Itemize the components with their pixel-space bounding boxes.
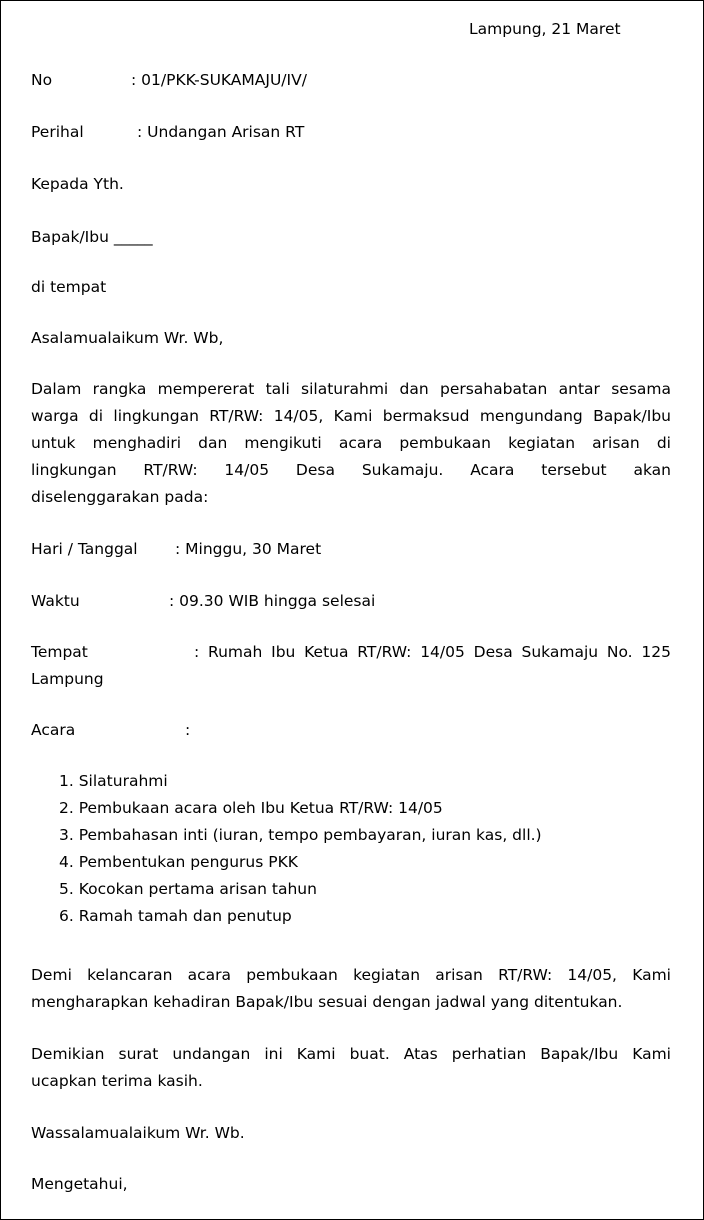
greeting: Asalamualaikum Wr. Wb, <box>31 329 224 347</box>
agenda-list <box>59 771 542 933</box>
thanks-paragraph-line: ucapkan terima kasih. <box>31 1072 203 1090</box>
agenda-colon: : <box>185 721 191 739</box>
venue-label: Tempat <box>31 643 88 661</box>
subject-label: Perihal <box>31 123 84 141</box>
time-value: : 09.30 WIB hingga selesai <box>169 592 376 610</box>
agenda-item: 2. Pembukaan acara oleh Ibu Ketua RT/RW: 14/05 <box>59 799 443 817</box>
agenda-item: 5. Kocokan pertama arisan tahun <box>59 880 317 898</box>
time-label: Waktu <box>31 592 80 610</box>
agenda-item: 3. Pembahasan inti (iuran, tempo pembayaran, iuran kas, dll.) <box>59 826 542 844</box>
addressee-place: di tempat <box>31 278 107 296</box>
date-value: : Minggu, 30 Maret <box>175 540 322 558</box>
number-label: No <box>31 71 53 89</box>
agenda-item: 4. Pembentukan pengurus PKK <box>59 853 298 871</box>
place-date: Lampung, 21 Maret <box>469 20 621 38</box>
agenda-item: 1. Silaturahmi <box>59 772 168 790</box>
intro-line: warga di lingkungan RT/RW: 14/05, Kami bermaksud mengundang Bapak/Ibu <box>31 407 671 425</box>
closing-paragraph-line: mengharapkan kehadiran Bapak/Ibu sesuai dengan jadwal yang ditentukan. <box>31 993 623 1011</box>
venue-value-continued: Lampung <box>31 670 104 688</box>
closing-paragraph-line: Demi kelancaran acara pembukaan kegiatan arisan RT/RW: 14/05, Kami <box>31 966 671 984</box>
intro-line: untuk menghadiri dan mengikuti acara pembukaan kegiatan arisan di <box>31 434 671 452</box>
intro-line: diselenggarakan pada: <box>31 488 209 506</box>
intro-line: lingkungan RT/RW: 14/05 Desa Sukamaju. Acara tersebut akan <box>31 461 671 479</box>
agenda-item: 6. Ramah tamah dan penutup <box>59 907 292 925</box>
number-value: : 01/PKK-SUKAMAJU/IV/ <box>131 71 307 89</box>
date-label: Hari / Tanggal <box>31 540 138 558</box>
intro-line: Dalam rangka mempererat tali silaturahmi dan persahabatan antar sesama <box>31 380 671 398</box>
agenda-label: Acara <box>31 721 76 739</box>
subject-value: : Undangan Arisan RT <box>137 123 305 141</box>
addressee-name: Bapak/Ibu _____ <box>31 228 153 246</box>
acknowledged-by: Mengetahui, <box>31 1175 128 1193</box>
venue-value: : Rumah Ibu Ketua RT/RW: 14/05 Desa Sukamaju No. 125 <box>194 643 671 661</box>
farewell: Wassalamualaikum Wr. Wb. <box>31 1124 245 1142</box>
thanks-paragraph-line: Demikian surat undangan ini Kami buat. Atas perhatian Bapak/Ibu Kami <box>31 1045 671 1063</box>
addressee-kepada: Kepada Yth. <box>31 175 124 193</box>
